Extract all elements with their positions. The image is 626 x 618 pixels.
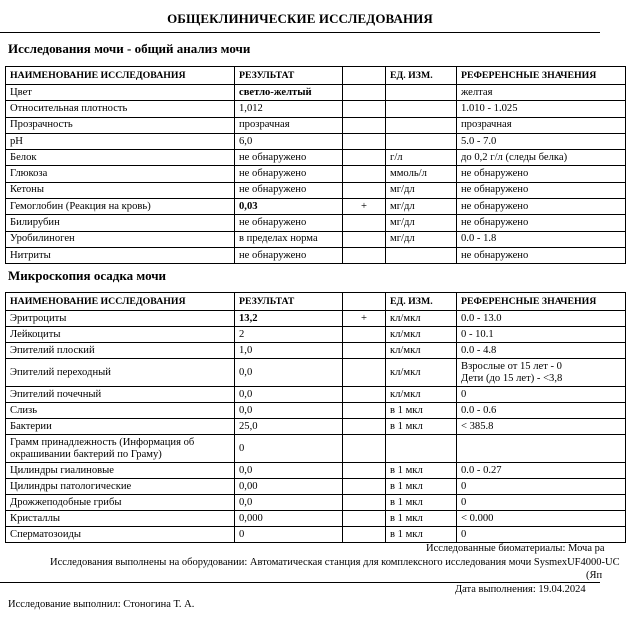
header-row — [6, 67, 626, 85]
test-unit: кл/мкл — [386, 311, 457, 327]
test-reference: 0 — [457, 527, 626, 543]
abnormal-flag — [343, 101, 386, 117]
reference-line: Дети (до 15 лет) - <3,8 — [461, 372, 563, 384]
test-unit: мг/дл — [386, 199, 457, 215]
abnormal-flag — [343, 403, 386, 419]
test-unit — [386, 101, 457, 117]
test-name: Цилиндры патологические — [6, 479, 235, 495]
test-result: 2 — [235, 327, 343, 343]
test-reference: не обнаружено — [457, 199, 626, 215]
test-reference: < 0.000 — [457, 511, 626, 527]
test-result: прозрачная — [235, 117, 343, 133]
test-unit: ммоль/л — [386, 166, 457, 182]
test-unit — [386, 247, 457, 263]
abnormal-flag — [343, 133, 386, 149]
header-name: НАИМЕНОВАНИЕ ИССЛЕДОВАНИЯ — [6, 293, 235, 311]
urine-analysis-table — [5, 66, 626, 264]
abnormal-flag: + — [343, 311, 386, 327]
test-reference: не обнаружено — [457, 247, 626, 263]
test-result: 0,0 — [235, 403, 343, 419]
test-unit: в 1 мкл — [386, 495, 457, 511]
table-row — [6, 343, 626, 359]
abnormal-flag — [343, 527, 386, 543]
test-unit — [386, 85, 457, 101]
table-row — [6, 387, 626, 403]
abnormal-flag — [343, 182, 386, 198]
test-name: Билирубин — [6, 215, 235, 231]
abnormal-flag — [343, 511, 386, 527]
test-reference: 0 - 10.1 — [457, 327, 626, 343]
table-row — [6, 527, 626, 543]
test-name: Гемоглобин (Реакция на кровь) — [6, 199, 235, 215]
header-result: РЕЗУЛЬТАТ — [235, 293, 343, 311]
test-result: 1,012 — [235, 101, 343, 117]
test-unit: в 1 мкл — [386, 419, 457, 435]
abnormal-flag — [343, 419, 386, 435]
reference-line: Взрослые от 15 лет - 0 — [461, 360, 562, 372]
test-reference: не обнаружено — [457, 166, 626, 182]
test-unit: г/л — [386, 150, 457, 166]
test-unit: в 1 мкл — [386, 403, 457, 419]
test-name: Цилиндры гиалиновые — [6, 463, 235, 479]
table-row — [6, 479, 626, 495]
test-name: Эпителий почечный — [6, 387, 235, 403]
table-row — [6, 117, 626, 133]
test-reference: до 0,2 г/л (следы белка) — [457, 150, 626, 166]
table-row — [6, 359, 626, 387]
test-reference: 0.0 - 0.6 — [457, 403, 626, 419]
test-result: 0,000 — [235, 511, 343, 527]
sediment-section-title: Микроскопия осадка мочи — [8, 268, 167, 283]
test-result: 1,0 — [235, 343, 343, 359]
table-row — [6, 435, 626, 463]
test-name: Нитриты — [6, 247, 235, 263]
table-row — [6, 311, 626, 327]
test-result: не обнаружено — [235, 150, 343, 166]
test-result: 0,0 — [235, 387, 343, 403]
test-result: светло-желтый — [235, 85, 343, 101]
test-reference: 0 — [457, 387, 626, 403]
table-row — [6, 215, 626, 231]
abnormal-flag — [343, 435, 386, 463]
completion-date: Дата выполнения: 19.04.2024 — [455, 584, 586, 595]
test-name: Уробилиноген — [6, 231, 235, 247]
test-unit: в 1 мкл — [386, 479, 457, 495]
abnormal-flag — [343, 247, 386, 263]
header-name: НАИМЕНОВАНИЕ ИССЛЕДОВАНИЯ — [6, 67, 235, 85]
test-result: 0 — [235, 527, 343, 543]
table-row — [6, 231, 626, 247]
table-row — [6, 511, 626, 527]
header-reference: РЕФЕРЕНСНЫЕ ЗНАЧЕНИЯ — [457, 293, 626, 311]
test-name: Относительная плотность — [6, 101, 235, 117]
test-name: Сперматозоиды — [6, 527, 235, 543]
test-name: Грамм принадлежность (Информация об окрашивании бактерий по Граму) — [6, 435, 235, 463]
test-unit: кл/мкл — [386, 343, 457, 359]
test-unit: в 1 мкл — [386, 463, 457, 479]
test-name: Цвет — [6, 85, 235, 101]
urine-section-title: Исследования мочи - общий анализ мочи — [8, 41, 251, 56]
table-row — [6, 327, 626, 343]
test-reference: не обнаружено — [457, 182, 626, 198]
table-row — [6, 182, 626, 198]
test-reference: 0.0 - 1.8 — [457, 231, 626, 247]
header-row — [6, 293, 626, 311]
test-reference: 1.010 - 1.025 — [457, 101, 626, 117]
table-row — [6, 150, 626, 166]
abnormal-flag — [343, 387, 386, 403]
test-reference: желтая — [457, 85, 626, 101]
test-unit: кл/мкл — [386, 327, 457, 343]
test-result: 0,03 — [235, 199, 343, 215]
test-name: Глюкоза — [6, 166, 235, 182]
test-reference — [457, 359, 626, 387]
test-unit — [386, 117, 457, 133]
test-result: 6,0 — [235, 133, 343, 149]
test-result: 0,0 — [235, 359, 343, 387]
header-result: РЕЗУЛЬТАТ — [235, 67, 343, 85]
table-row — [6, 199, 626, 215]
abnormal-flag — [343, 231, 386, 247]
test-unit: в 1 мкл — [386, 511, 457, 527]
table-row — [6, 463, 626, 479]
test-name: Кетоны — [6, 182, 235, 198]
test-reference: прозрачная — [457, 117, 626, 133]
abnormal-flag — [343, 495, 386, 511]
table-row — [6, 247, 626, 263]
test-result: не обнаружено — [235, 182, 343, 198]
test-result: 0,00 — [235, 479, 343, 495]
test-name: Бактерии — [6, 419, 235, 435]
table-row — [6, 166, 626, 182]
test-reference: 0.0 - 0.27 — [457, 463, 626, 479]
test-name: Эпителий переходный — [6, 359, 235, 387]
test-unit — [386, 435, 457, 463]
test-result: 0,0 — [235, 495, 343, 511]
test-name: Слизь — [6, 403, 235, 419]
equipment-text: Исследования выполнены на оборудовании: Автоматическая станция для комплексного исследования мочи SysmexUF4000-UC — [50, 557, 620, 568]
test-name: Лейкоциты — [6, 327, 235, 343]
abnormal-flag — [343, 327, 386, 343]
test-result: 0 — [235, 435, 343, 463]
performer: Исследование выполнил: Стоногина Т. А. — [8, 599, 195, 610]
test-result: не обнаружено — [235, 166, 343, 182]
test-reference: 0 — [457, 479, 626, 495]
test-name: Белок — [6, 150, 235, 166]
table-row — [6, 419, 626, 435]
test-name: pH — [6, 133, 235, 149]
abnormal-flag — [343, 166, 386, 182]
abnormal-flag — [343, 479, 386, 495]
test-reference: 0.0 - 4.8 — [457, 343, 626, 359]
abnormal-flag — [343, 343, 386, 359]
test-reference — [457, 435, 626, 463]
test-name: Эпителий плоский — [6, 343, 235, 359]
test-result: 25,0 — [235, 419, 343, 435]
test-result: 13,2 — [235, 311, 343, 327]
table-row — [6, 85, 626, 101]
header-flag — [343, 293, 386, 311]
test-unit — [386, 133, 457, 149]
test-unit: кл/мкл — [386, 387, 457, 403]
test-name: Кристаллы — [6, 511, 235, 527]
page-title: ОБЩЕКЛИНИЧЕСКИЕ ИССЛЕДОВАНИЯ — [167, 11, 433, 26]
test-result: не обнаружено — [235, 215, 343, 231]
test-result: не обнаружено — [235, 247, 343, 263]
test-reference: 5.0 - 7.0 — [457, 133, 626, 149]
test-name: Дрожжеподобные грибы — [6, 495, 235, 511]
test-unit: в 1 мкл — [386, 527, 457, 543]
title-divider — [0, 32, 600, 33]
abnormal-flag — [343, 85, 386, 101]
sediment-microscopy-table — [5, 292, 626, 543]
test-name: Эритроциты — [6, 311, 235, 327]
header-flag — [343, 67, 386, 85]
table-row — [6, 101, 626, 117]
test-result: 0,0 — [235, 463, 343, 479]
test-unit: кл/мкл — [386, 359, 457, 387]
test-unit: мг/дл — [386, 182, 457, 198]
test-reference: не обнаружено — [457, 215, 626, 231]
biomaterial-text: Исследованные биоматериалы: Моча ра — [426, 543, 605, 554]
table-row — [6, 495, 626, 511]
test-reference: < 385.8 — [457, 419, 626, 435]
abnormal-flag — [343, 117, 386, 133]
table-row — [6, 403, 626, 419]
header-reference: РЕФЕРЕНСНЫЕ ЗНАЧЕНИЯ — [457, 67, 626, 85]
test-unit: мг/дл — [386, 215, 457, 231]
test-result: в пределах норма — [235, 231, 343, 247]
abnormal-flag — [343, 150, 386, 166]
abnormal-flag — [343, 215, 386, 231]
table-row — [6, 133, 626, 149]
header-unit: ЕД. ИЗМ. — [386, 67, 457, 85]
test-unit: мг/дл — [386, 231, 457, 247]
abnormal-flag — [343, 463, 386, 479]
abnormal-flag: + — [343, 199, 386, 215]
abnormal-flag — [343, 359, 386, 387]
test-reference: 0 — [457, 495, 626, 511]
test-reference: 0.0 - 13.0 — [457, 311, 626, 327]
header-unit: ЕД. ИЗМ. — [386, 293, 457, 311]
equipment-origin-text: (Яп — [586, 570, 603, 581]
test-name: Прозрачность — [6, 117, 235, 133]
footer-divider — [0, 582, 600, 583]
